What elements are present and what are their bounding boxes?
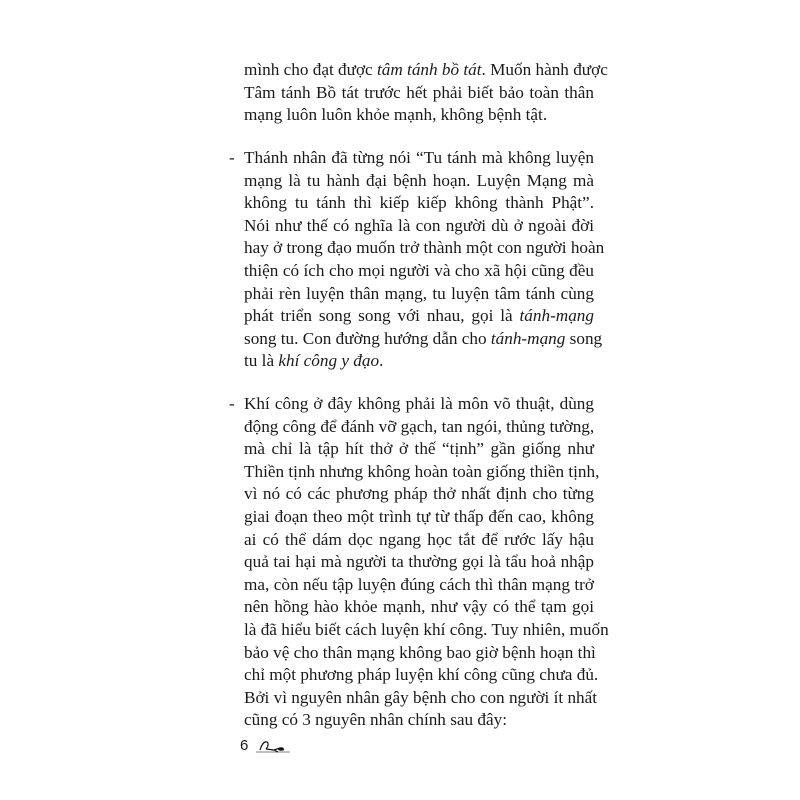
text-segment: giai đoạn theo một trình tự từ thấp đến cao, không — [244, 506, 594, 526]
text-segment: song tu. Con đường hướng dẫn cho — [244, 328, 491, 348]
text-segment: bảo vệ cho thân mạng không bao giờ bệnh hoạn thì — [244, 642, 596, 662]
page-number: 6 — [240, 737, 249, 754]
text-segment: Nói như thế có nghĩa là con người dù ở ngoài đời — [244, 215, 594, 235]
paragraph-2 — [244, 147, 605, 373]
italic-text: khí công y đạo — [278, 351, 380, 371]
text-segment: mình cho đạt được — [244, 60, 377, 79]
text-segment: . — [379, 351, 384, 371]
text-segment: vì nó có các phương pháp thở nhất định cho từng — [244, 484, 594, 504]
text-segment: thiện có ích cho mọi người và cho xã hội cũng đều — [244, 260, 594, 280]
text-line — [244, 192, 594, 215]
text-segment: mạng luôn luôn khỏe mạnh, không bệnh tật. — [244, 105, 548, 125]
italic-text: tánh-mạng — [490, 328, 566, 348]
text-line — [244, 461, 600, 484]
text-line — [244, 59, 608, 82]
text-line — [244, 350, 594, 373]
text-segment: là đã hiểu biết cách luyện khí công. Tuy nhiên, muốn — [244, 619, 609, 639]
text-line — [244, 642, 594, 665]
text-segment: tu là — [244, 351, 279, 371]
text-line — [244, 170, 594, 193]
text-line — [244, 305, 594, 328]
text-segment: song — [565, 328, 603, 348]
text-line — [244, 574, 594, 597]
text-segment: quả tai hại mà người ta thường gọi là tẩu hoả nhập — [244, 552, 594, 572]
text-line — [244, 438, 594, 461]
text-line — [244, 215, 594, 238]
text-line — [244, 506, 594, 529]
text-line — [244, 709, 594, 732]
text-segment: hay ở trong đạo muốn trở thành một con người hoàn — [244, 238, 605, 258]
text-segment: động công để đánh vỡ gạch, tan ngói, thủng tường, — [244, 416, 595, 436]
text-segment: ai có thể dám dọc ngang học tắt để rước lấy hậu — [244, 529, 594, 549]
reclining-figure-ornament-icon — [254, 738, 294, 754]
text-segment: mạng là tu hành đại bệnh hoạn. Luyện Mạng mà — [244, 170, 594, 190]
text-segment: phát triển song song với nhau, gọi là — [244, 306, 520, 326]
text-line — [244, 619, 609, 642]
text-line — [244, 104, 594, 127]
text-segment: nên hồng hào khỏe mạnh, như vậy có thể tạm gọi — [244, 597, 594, 617]
italic-text: tâm tánh bồ tát — [376, 60, 482, 79]
text-line — [244, 283, 594, 306]
text-segment: cũng có 3 nguyên nhân chính sau đây: — [244, 710, 507, 730]
text-segment: Thiền tịnh nhưng không hoàn toàn giống thiền tịnh, — [244, 461, 600, 481]
text-segment: Thánh nhân đã từng nói “Tu tánh mà không luyện — [244, 148, 594, 167]
text-segment: ma, còn nếu tập luyện đúng cách thì thân mạng trở — [244, 574, 594, 594]
text-line — [244, 687, 598, 710]
text-line — [244, 260, 594, 283]
text-segment: Bởi vì nguyên nhân gây bệnh cho con người ít nhất — [244, 687, 598, 707]
bullet-dash: - — [229, 394, 235, 413]
text-line — [244, 237, 605, 260]
italic-text: tánh-mạng — [519, 306, 594, 326]
text-line — [244, 664, 599, 687]
text-line — [244, 147, 594, 170]
text-segment: phải rèn luyện thân mạng, tu luyện tâm tánh cùng — [244, 283, 594, 303]
text-line — [244, 416, 594, 439]
text-segment: không tu tánh thì kiếp kiếp không thành Phật”. — [244, 193, 594, 213]
text-segment: mà chỉ là tập hít thở ở thế “tịnh” gần giống như — [244, 439, 594, 459]
text-line — [244, 393, 594, 416]
text-segment: Tâm tánh Bồ tát trước hết phải biết bảo toàn thân — [244, 82, 594, 102]
text-segment: . Muốn hành được — [481, 60, 608, 79]
paragraph-3 — [244, 393, 609, 732]
text-segment: Khí công ở đây không phải là môn võ thuật, dùng — [244, 394, 594, 413]
text-line — [244, 551, 594, 574]
text-line — [244, 529, 594, 552]
text-line — [244, 483, 594, 506]
text-segment: chỉ một phương pháp luyện khí công cũng chưa đủ. — [244, 665, 599, 685]
text-line — [244, 82, 594, 105]
text-line — [244, 328, 603, 351]
paragraph-1 — [244, 59, 608, 127]
bullet-dash: - — [229, 148, 235, 167]
text-line — [244, 596, 594, 619]
